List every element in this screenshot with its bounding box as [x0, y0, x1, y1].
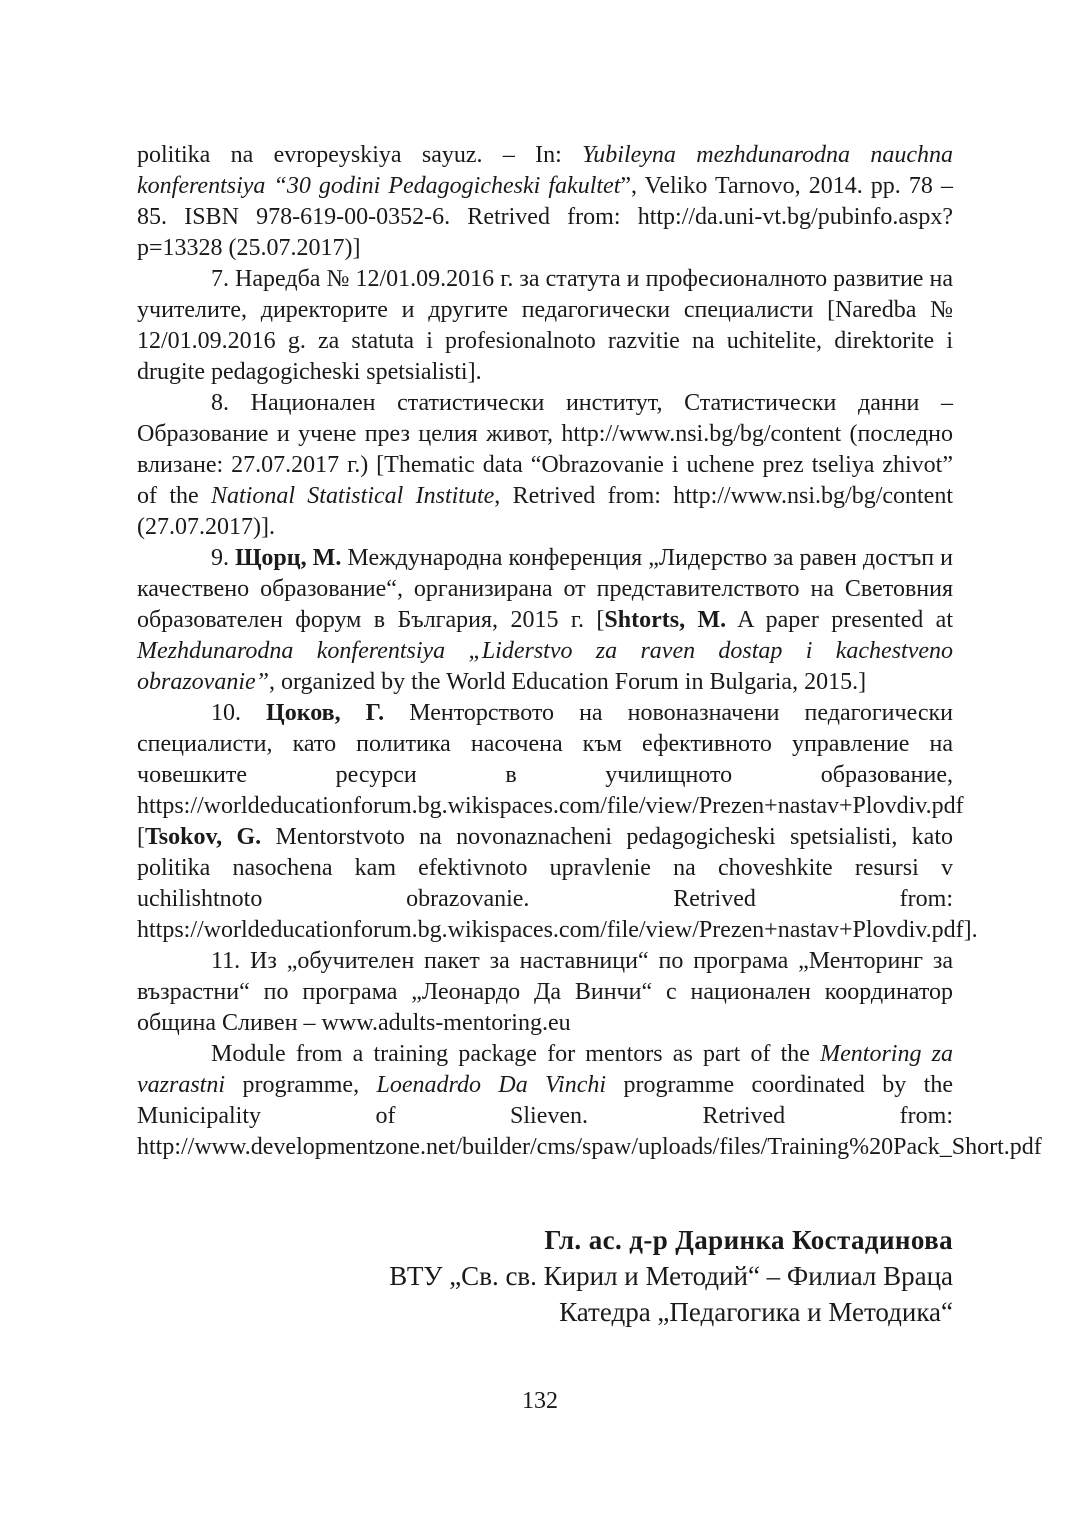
- reference-8: [137, 388, 953, 543]
- ref-number: 10.: [211, 700, 267, 726]
- ref-author: Цоков, Г.: [266, 700, 385, 726]
- author-signature: [389, 1222, 953, 1330]
- ref-author: Щорц, М.: [235, 545, 342, 571]
- author-department: Катедра „Педагогика и Методика“: [559, 1297, 953, 1327]
- author-institution: ВТУ „Св. св. Кирил и Методий“ – Филиал Враца: [389, 1261, 953, 1291]
- reference-11: [137, 946, 953, 1039]
- ref-text: Module from a training package for mentors as part of the: [211, 1041, 821, 1067]
- page-number: 132: [522, 1388, 558, 1414]
- ref-text: 7. Наредба № 12/01.09.2016 г. за статута и професионалното развитие на учителите, директорите и другите педагогически специалисти [Naredba № 12/01.09.2016 g. za statuta i profesionalnoto razvitie na uchitelite, direktorite i drugite pedagogicheski spetsialisti].: [137, 266, 953, 385]
- ref-text: 11. Из „обучителен пакет за наставници“ по програма „Менторинг за възрастни“ по програма „Леонардо Да Винчи“ с национален координатор община Сливен – www.adults-mentoring.eu: [137, 948, 953, 1036]
- ref-author-translit: Shtorts, M.: [604, 607, 727, 633]
- ref-text: Международна конференция „Лидерство за равен достъп и качествено образование“, организирана от представителството на Световния образователен форум в България, 2015 г. [: [137, 545, 954, 633]
- ref-title-italic: National Statistical Institute: [210, 483, 495, 509]
- ref-text: , Retrived from: http://www.nsi.bg/bg/content (27.07.2017)].: [137, 483, 953, 540]
- ref-text: 8. Национален статистически институт, Статистически данни – Образование и учене през целия живот, http://www.nsi.bg/bg/content (последно влизане: 27.07.2017 г.) [Thematic data “Obrazovanie i uchene prez tseliya zhivot” of the: [137, 390, 953, 509]
- ref-text: A paper presented at: [726, 607, 953, 633]
- reference-6-continuation: [137, 140, 953, 264]
- ref-title-italic: Mezhdunarodna konferentsiya „Liderstvo za raven dostap i kachestveno obrazovanie”: [137, 638, 953, 695]
- ref-text: programme,: [225, 1072, 377, 1098]
- ref-text: , organized by the World Education Forum in Bulgaria, 2015.]: [269, 669, 867, 695]
- ref-title-italic: Mentoring za vazrastni: [137, 1041, 953, 1098]
- ref-author-translit: Tsokov, G.: [145, 824, 262, 850]
- ref-number: 9.: [211, 545, 236, 571]
- reference-7: [137, 264, 953, 388]
- ref-title-italic: Loenadrdo Da Vinchi: [376, 1072, 607, 1098]
- reference-9: [137, 543, 953, 698]
- ref-text: Mentorstvoto na novonaznacheni pedagogicheski spetsialisti, kato politika nasochena kam efektivnoto upravlenie na choveshkite resursi v uchilishtnoto obrazovanie. Retrived from: https://worldeducationforum.bg.wikispaces.com/file/view/Prezen+nastav+Plovdiv.pdf].: [137, 824, 978, 943]
- ref-text: politika na evropeyskiya sayuz. – In:: [137, 142, 583, 168]
- reference-11-translation: [137, 1039, 1042, 1163]
- reference-10: [137, 698, 978, 946]
- author-name: Гл. ас. д-р Даринка Костадинова: [544, 1225, 953, 1255]
- ref-text: programme coordinated by the Municipality of Slieven. Retrived from: http://www.developmentzone.net/builder/cms/spaw/uploads/files/Training%20Pack_Short.pdf: [137, 1072, 1042, 1160]
- ref-text: ”, Veliko Tarnovo, 2014. pp. 78 – 85. ISBN 978-619-00-0352-6. Retrived from: http://da.uni-vt.bg/pubinfo.aspx?p=13328 (25.07.2017)]: [137, 173, 953, 261]
- reference-list: [137, 140, 1042, 1163]
- ref-text: Менторството на новоназначени педагогически специалисти, като политика насочена към ефективното управление на човешките ресурси в училищното образование, https://worldeducationforum.bg.wikispaces.com/file/view/Prezen+nastav+Plovdiv.pdf [: [137, 700, 964, 850]
- ref-title-italic: Yubileyna mezhdunarodna nauchna konferentsiya “30 godini Pedagogicheski fakultet: [137, 142, 953, 199]
